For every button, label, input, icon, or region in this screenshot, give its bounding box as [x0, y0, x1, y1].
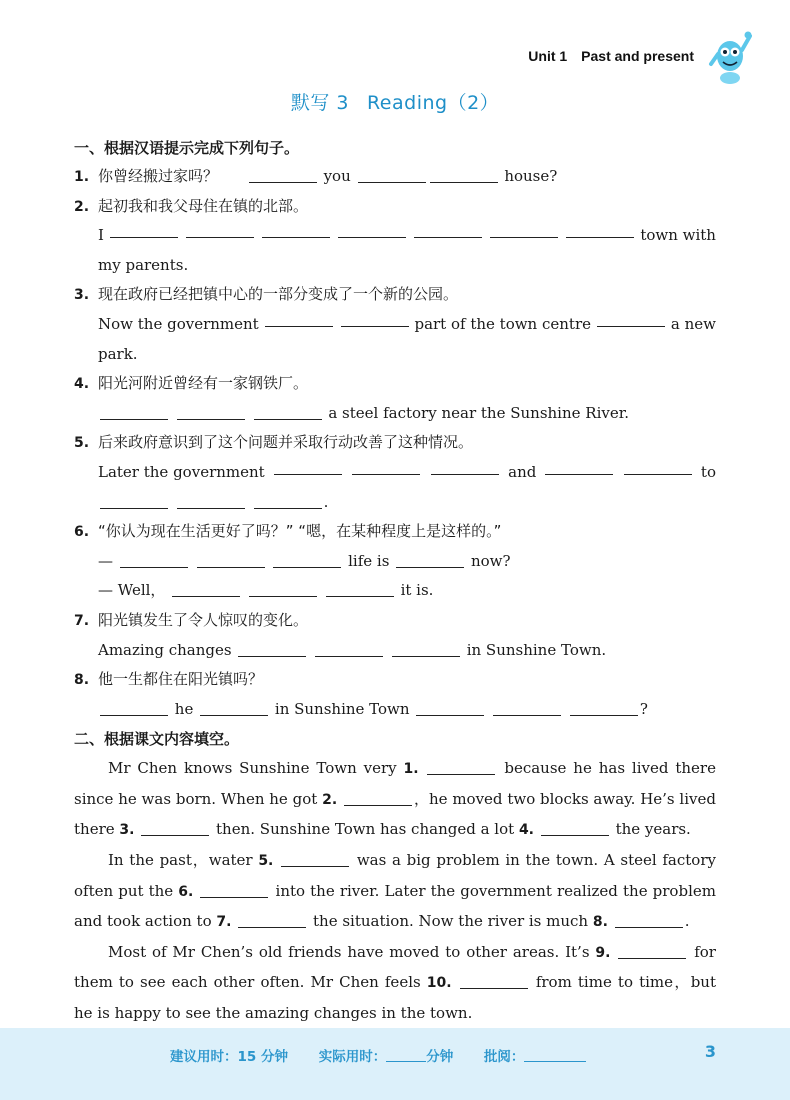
title-en: Reading（2）	[366, 92, 500, 114]
page-footer	[0, 1028, 790, 1100]
answer-blank[interactable]	[341, 310, 409, 327]
unit-title: Past and present	[581, 48, 694, 64]
answer-blank[interactable]	[396, 551, 464, 568]
answer-blank[interactable]	[200, 699, 268, 716]
page-number: 3	[704, 1042, 716, 1061]
answer-blank[interactable]	[274, 458, 342, 475]
mascot-icon	[708, 30, 752, 86]
answer-blank[interactable]	[197, 551, 265, 568]
answer-blank[interactable]	[177, 492, 245, 509]
exercise-content	[74, 134, 716, 1029]
unit-number: Unit 1	[528, 48, 568, 64]
section1-heading: 一、根据汉语提示完成下列句子。	[74, 139, 300, 157]
time-record	[170, 1045, 586, 1065]
q3-answer-line: Now the government part of the town centre a new	[74, 310, 716, 340]
answer-blank[interactable]	[460, 972, 528, 989]
answer-blank[interactable]	[249, 166, 317, 183]
answer-blank[interactable]	[416, 699, 484, 716]
q4-prompt: 4. 阳光河附近曾经有一家钢铁厂。	[74, 374, 309, 393]
actual-time-unit: 分钟	[426, 1049, 454, 1065]
answer-blank[interactable]	[570, 699, 638, 716]
answer-blank[interactable]	[430, 166, 498, 183]
title-zh: 默写 3	[290, 92, 349, 114]
q8-answer-line: he in Sunshine Town ?	[74, 695, 716, 725]
answer-blank[interactable]	[326, 580, 394, 597]
review-field[interactable]	[524, 1049, 586, 1062]
answer-blank[interactable]	[186, 221, 254, 238]
answer-blank[interactable]	[100, 699, 168, 716]
answer-blank[interactable]	[490, 221, 558, 238]
q7-answer-line: Amazing changes in Sunshine Town.	[98, 640, 607, 659]
answer-blank[interactable]	[262, 221, 330, 238]
passage	[74, 754, 716, 1028]
q8-prompt: 8. 他一生都住在阳光镇吗？	[74, 670, 264, 689]
answer-blank[interactable]	[110, 221, 178, 238]
q2-answer-cont: my parents.	[98, 255, 189, 274]
answer-blank[interactable]	[172, 580, 240, 597]
answer-blank[interactable]	[254, 492, 322, 509]
passage-paragraph-1: Mr Chen knows Sunshine Town very 1. because he has lived there since he was born. When he got 2. ，he moved two blocks away. He’s lived there 3. then. Sunshine Town has changed a lot 4. the years.	[74, 759, 716, 839]
answer-blank[interactable]	[624, 458, 692, 475]
q5-answer-line: Later the government and to	[74, 458, 716, 488]
answer-blank[interactable]	[100, 403, 168, 420]
answer-blank[interactable]	[427, 758, 495, 775]
q4-answer-line: a steel factory near the Sunshine River.	[74, 399, 716, 429]
answer-blank[interactable]	[431, 458, 499, 475]
answer-blank[interactable]	[566, 221, 634, 238]
passage-paragraph-2: In the past，water 5. was a big problem in the town. A steel factory often put the 6. into the river. Later the government realized the problem and took action to 7. the situation. Now the river is much 8. .	[74, 851, 716, 931]
answer-blank[interactable]	[493, 699, 561, 716]
q5-prompt: 5. 后来政府意识到了这个问题并采取行动改善了这种情况。	[74, 433, 474, 452]
answer-blank[interactable]	[545, 458, 613, 475]
q7-prompt: 7. 阳光镇发生了令人惊叹的变化。	[74, 610, 309, 629]
answer-blank[interactable]	[358, 166, 426, 183]
answer-blank[interactable]	[597, 310, 665, 327]
answer-blank[interactable]	[615, 911, 683, 928]
answer-blank[interactable]	[141, 819, 209, 836]
answer-blank[interactable]	[265, 310, 333, 327]
answer-blank[interactable]	[238, 640, 306, 657]
review-label: 批阅：	[483, 1049, 525, 1065]
answer-blank[interactable]	[249, 580, 317, 597]
answer-blank[interactable]	[100, 492, 168, 509]
page-title	[0, 88, 790, 115]
suggested-time: 建议用时：15 分钟	[170, 1049, 288, 1065]
answer-blank[interactable]	[315, 640, 383, 657]
answer-blank[interactable]	[344, 789, 412, 806]
answer-blank[interactable]	[414, 221, 482, 238]
q2-prompt: 2. 起初我和我父母住在镇的北部。	[74, 196, 309, 215]
answer-blank[interactable]	[392, 640, 460, 657]
q5-answer-cont: .	[74, 488, 716, 518]
answer-blank[interactable]	[281, 850, 349, 867]
actual-time-label: 实际用时：	[318, 1049, 387, 1065]
answer-blank[interactable]	[273, 551, 341, 568]
q3-prompt: 3. 现在政府已经把镇中心的一部分变成了一个新的公园。	[74, 285, 459, 304]
answer-blank[interactable]	[254, 403, 322, 420]
answer-blank[interactable]	[338, 221, 406, 238]
section2-heading: 二、根据课文内容填空。	[74, 730, 240, 749]
q3-answer-cont: park.	[98, 344, 138, 363]
answer-blank[interactable]	[238, 911, 306, 928]
q6-prompt: 6. “你认为现在生活更好了吗？” “嗯，在某种程度上是这样的。”	[74, 522, 502, 541]
answer-blank[interactable]	[120, 551, 188, 568]
unit-header	[528, 48, 694, 64]
answer-blank[interactable]	[200, 881, 268, 898]
passage-paragraph-3: Most of Mr Chen’s old friends have moved to other areas. It’s 9. for them to see each other often. Mr Chen feels 10. from time to time，but he is happy to see the amazing changes in the town.	[74, 942, 716, 1023]
answer-blank[interactable]	[541, 819, 609, 836]
q2-answer-line: I town with	[74, 221, 716, 251]
q1-prompt: 1. 你曾经搬过家吗？ you house?	[74, 167, 558, 185]
answer-blank[interactable]	[618, 942, 686, 959]
q6-answer-line2: — Well， it is.	[98, 581, 434, 600]
q6-answer-line1: — life is now?	[98, 551, 511, 570]
answer-blank[interactable]	[352, 458, 420, 475]
answer-blank[interactable]	[177, 403, 245, 420]
actual-time-field[interactable]	[386, 1049, 426, 1062]
